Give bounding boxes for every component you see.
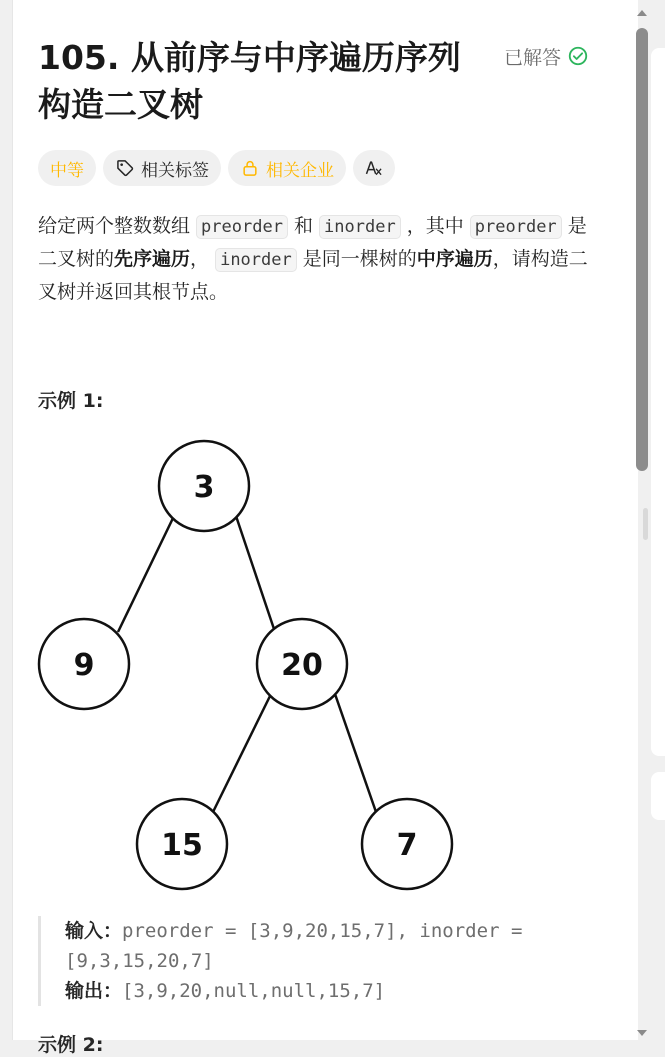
problem-description-panel [12, 0, 638, 1056]
tree-node-label: 7 [396, 828, 418, 863]
example-output-line [65, 976, 598, 1006]
scroll-up-arrow-icon[interactable] [635, 6, 649, 20]
tag-row [38, 150, 395, 186]
code-inorder: inorder [319, 215, 401, 239]
example-1-io-block [38, 916, 598, 1006]
desc-text: ，其中 [400, 215, 470, 237]
difficulty-badge [38, 150, 96, 186]
bold-preorder-traversal: 先序遍历 [114, 248, 191, 270]
tree-edge [118, 516, 174, 632]
bold-inorder-traversal: 中序遍历 [416, 248, 493, 270]
input-value: preorder = [3,9,20,15,7], inorder = [9,3,15,20,7] [65, 920, 523, 972]
code-inorder: inorder [215, 248, 297, 272]
example-1-title: 示例 1: [38, 390, 104, 412]
related-companies-label: 相关企业 [266, 160, 334, 181]
desc-text: 是二叉树的 [38, 215, 587, 270]
panel-resize-handle[interactable] [643, 508, 648, 540]
tree-edge [335, 694, 376, 812]
translate-icon [364, 158, 384, 178]
related-tags-button[interactable] [103, 150, 221, 186]
related-companies-button[interactable] [228, 150, 346, 186]
scrollbar-thumb[interactable] [636, 28, 648, 471]
solved-label: 已解答 [504, 46, 562, 69]
solved-status [504, 43, 589, 69]
test-panel-edge [651, 772, 665, 820]
input-label: 输入： [65, 920, 123, 942]
code-preorder: preorder [196, 215, 288, 239]
desc-text: 是同一棵树的 [296, 248, 417, 270]
tree-node-label: 20 [281, 648, 323, 683]
tree-edge [236, 516, 275, 632]
example-2-title: 示例 2: [38, 1034, 104, 1056]
tree-node-label: 9 [73, 648, 95, 683]
desc-text: ， [190, 248, 216, 270]
tree-edge [213, 694, 271, 812]
difficulty-label: 中等 [50, 160, 84, 181]
problem-title[interactable]: 105. 从前序与中序遍历序列构造二叉树 [38, 38, 461, 124]
example-tree-image [38, 436, 458, 896]
related-tags-label: 相关标签 [141, 160, 209, 181]
check-circle-icon [567, 45, 589, 67]
desc-text: 和 [287, 215, 320, 237]
tree-node-label: 3 [193, 470, 215, 505]
code-preorder: preorder [470, 215, 562, 239]
problem-description [38, 210, 603, 308]
example-input-line [65, 916, 598, 976]
tree-node-label: 15 [161, 828, 203, 863]
lock-icon [240, 158, 260, 178]
translate-button[interactable] [353, 150, 395, 186]
code-editor-panel-edge [651, 48, 665, 756]
scroll-down-arrow-icon[interactable] [635, 1026, 649, 1040]
output-value: [3,9,20,null,null,15,7] [122, 980, 386, 1002]
output-label: 输出： [65, 980, 123, 1002]
desc-text: 给定两个整数数组 [38, 215, 197, 237]
desc-text: ，请构造二叉树并返回其根节点。 [38, 248, 588, 303]
tag-icon [115, 158, 135, 178]
